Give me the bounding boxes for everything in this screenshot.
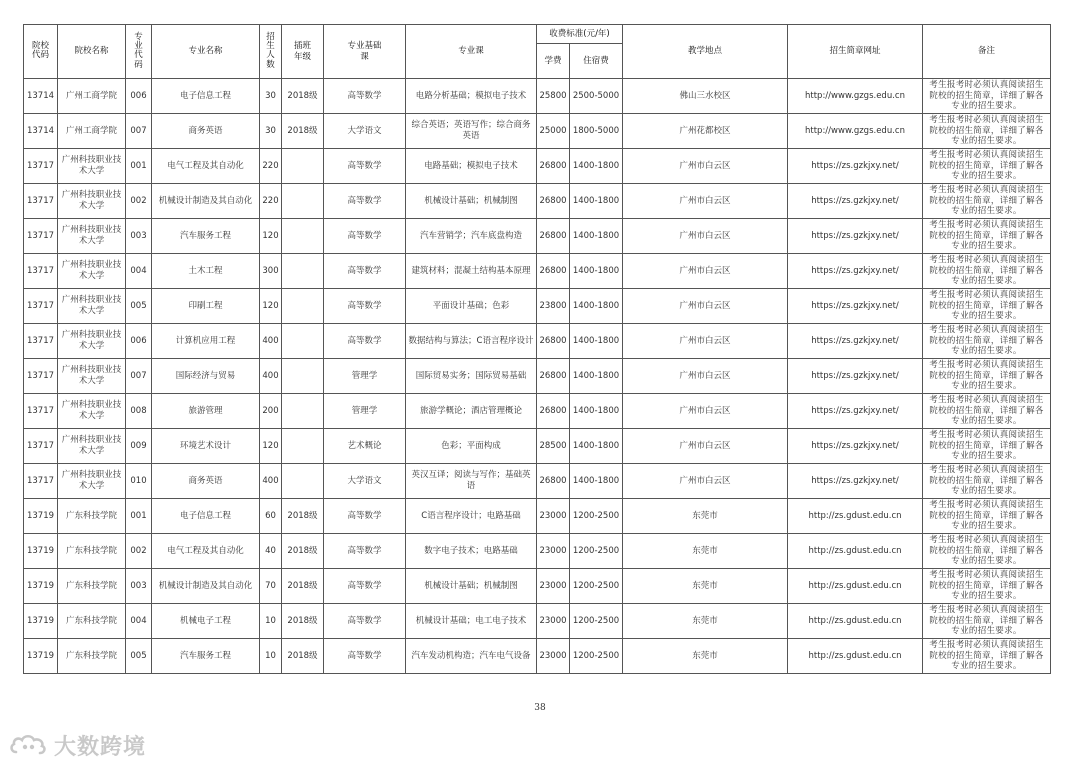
cell-mcode: 001 [126,149,152,184]
cell-mcode: 002 [126,184,152,219]
table-row [24,184,1051,219]
cell-major: 商务英语 [152,464,260,499]
cell-mcode: 007 [126,114,152,149]
cell-code: 13717 [24,254,58,289]
cell-tuition: 23000 [537,569,570,604]
cell-code: 13719 [24,499,58,534]
cell-name: 广州科技职业技术大学 [58,254,126,289]
cell-location: 东莞市 [623,499,788,534]
cell-major: 汽车服务工程 [152,219,260,254]
cell-basic: 高等数学 [324,79,406,114]
header-major-course: 专业课 [406,25,537,79]
cell-name: 广东科技学院 [58,604,126,639]
header-college-code: 院校代码 [24,25,58,79]
cell-count: 60 [260,499,282,534]
cell-count: 300 [260,254,282,289]
cell-course: 旅游学概论；酒店管理概论 [406,394,537,429]
cell-course: 汽车营销学；汽车底盘构造 [406,219,537,254]
cell-note: 考生报考时必须认真阅读招生院校的招生简章，详细了解各专业的招生要求。 [923,394,1051,429]
cell-code: 13717 [24,219,58,254]
cell-lodging: 1400-1800 [570,289,623,324]
cell-lodging: 1400-1800 [570,359,623,394]
cell-location: 广州市白云区 [623,219,788,254]
cell-lodging: 1200-2500 [570,604,623,639]
cell-lodging: 1800-5000 [570,114,623,149]
cell-name: 广东科技学院 [58,639,126,674]
cell-tuition: 25000 [537,114,570,149]
cell-course: 数据结构与算法；C语言程序设计 [406,324,537,359]
cell-url: https://zs.gzkjxy.net/ [788,184,923,219]
cell-code: 13719 [24,569,58,604]
cell-mcode: 004 [126,254,152,289]
cell-count: 30 [260,114,282,149]
cell-lodging: 1400-1800 [570,464,623,499]
cell-basic: 高等数学 [324,324,406,359]
cell-note: 考生报考时必须认真阅读招生院校的招生简章，详细了解各专业的招生要求。 [923,499,1051,534]
cell-location: 广州市白云区 [623,324,788,359]
cell-url: http://zs.gdust.edu.cn [788,569,923,604]
cell-url: https://zs.gzkjxy.net/ [788,149,923,184]
header-lodging: 住宿费 [570,44,623,79]
cell-grade [282,254,324,289]
cell-grade [282,184,324,219]
cell-name: 广州工商学院 [58,114,126,149]
cell-course: 色彩；平面构成 [406,429,537,464]
cell-location: 广州市白云区 [623,359,788,394]
cell-url: http://zs.gdust.edu.cn [788,534,923,569]
cell-note: 考生报考时必须认真阅读招生院校的招生简章，详细了解各专业的招生要求。 [923,569,1051,604]
cell-basic: 高等数学 [324,499,406,534]
cell-name: 广州科技职业技术大学 [58,464,126,499]
table-body [24,79,1051,674]
cell-major: 商务英语 [152,114,260,149]
cell-location: 广州市白云区 [623,394,788,429]
cell-major: 环境艺术设计 [152,429,260,464]
cell-course: 数字电子技术；电路基础 [406,534,537,569]
table-row [24,569,1051,604]
cell-tuition: 26800 [537,464,570,499]
cell-basic: 管理学 [324,359,406,394]
header-major-name: 专业名称 [152,25,260,79]
cell-major: 电气工程及其自动化 [152,149,260,184]
cell-url: https://zs.gzkjxy.net/ [788,324,923,359]
cell-mcode: 007 [126,359,152,394]
cell-grade [282,149,324,184]
cell-course: 英汉互译；阅读与写作；基础英语 [406,464,537,499]
cell-name: 广州科技职业技术大学 [58,149,126,184]
cell-tuition: 28500 [537,429,570,464]
table-row [24,499,1051,534]
cell-note: 考生报考时必须认真阅读招生院校的招生简章，详细了解各专业的招生要求。 [923,604,1051,639]
cell-grade [282,464,324,499]
table-row [24,604,1051,639]
header-major-code: 专业代码 [126,25,152,79]
cell-basic: 高等数学 [324,219,406,254]
cell-code: 13717 [24,149,58,184]
cell-location: 广州市白云区 [623,149,788,184]
cell-url: https://zs.gzkjxy.net/ [788,464,923,499]
cell-code: 13714 [24,79,58,114]
cell-note: 考生报考时必须认真阅读招生院校的招生简章，详细了解各专业的招生要求。 [923,149,1051,184]
header-website: 招生简章网址 [788,25,923,79]
cell-basic: 大学语文 [324,114,406,149]
cell-major: 电子信息工程 [152,499,260,534]
cell-grade [282,289,324,324]
cell-note: 考生报考时必须认真阅读招生院校的招生简章，详细了解各专业的招生要求。 [923,254,1051,289]
enrollment-table [23,24,1051,674]
cell-name: 广州科技职业技术大学 [58,219,126,254]
table-row [24,429,1051,464]
cell-basic: 管理学 [324,394,406,429]
cell-course: 机械设计基础；电工电子技术 [406,604,537,639]
cell-tuition: 26800 [537,324,570,359]
cell-code: 13714 [24,114,58,149]
cell-grade: 2018级 [282,114,324,149]
cell-url: http://zs.gdust.edu.cn [788,499,923,534]
table-row [24,254,1051,289]
cell-count: 200 [260,394,282,429]
cell-note: 考生报考时必须认真阅读招生院校的招生简章，详细了解各专业的招生要求。 [923,464,1051,499]
cell-course: 电路分析基础；模拟电子技术 [406,79,537,114]
cell-basic: 高等数学 [324,534,406,569]
cell-lodging: 1400-1800 [570,254,623,289]
cell-mcode: 008 [126,394,152,429]
watermark [8,731,146,759]
cell-count: 30 [260,79,282,114]
cell-code: 13717 [24,359,58,394]
header-basic-course: 专业基础课 [324,25,406,79]
cell-mcode: 003 [126,569,152,604]
cell-url: https://zs.gzkjxy.net/ [788,219,923,254]
cell-name: 广州科技职业技术大学 [58,359,126,394]
cell-note: 考生报考时必须认真阅读招生院校的招生简章，详细了解各专业的招生要求。 [923,639,1051,674]
cell-tuition: 26800 [537,394,570,429]
cell-name: 广州科技职业技术大学 [58,324,126,359]
cell-basic: 高等数学 [324,639,406,674]
cell-grade [282,429,324,464]
cell-name: 广州科技职业技术大学 [58,289,126,324]
cell-count: 120 [260,289,282,324]
table-row [24,149,1051,184]
cell-basic: 高等数学 [324,184,406,219]
cell-major: 计算机应用工程 [152,324,260,359]
cell-code: 13717 [24,289,58,324]
cell-lodging: 1400-1800 [570,184,623,219]
cell-count: 120 [260,219,282,254]
cell-mcode: 009 [126,429,152,464]
cell-code: 13717 [24,394,58,429]
cell-tuition: 23000 [537,534,570,569]
cell-course: 机械设计基础；机械制图 [406,184,537,219]
cell-note: 考生报考时必须认真阅读招生院校的招生简章，详细了解各专业的招生要求。 [923,289,1051,324]
page-number: 38 [534,703,546,713]
watermark-text: 大数跨境 [54,734,147,760]
cell-lodging: 1400-1800 [570,324,623,359]
cell-mcode: 001 [126,499,152,534]
cell-major: 机械设计制造及其自动化 [152,569,260,604]
cell-lodging: 1400-1800 [570,394,623,429]
cell-lodging: 1200-2500 [570,534,623,569]
cell-name: 广东科技学院 [58,534,126,569]
header-class-grade: 插班年级 [282,25,324,79]
cell-course: 汽车发动机构造；汽车电气设备 [406,639,537,674]
table-header [24,25,1051,79]
cell-tuition: 26800 [537,149,570,184]
cell-tuition: 23000 [537,604,570,639]
table-row [24,114,1051,149]
cell-major: 国际经济与贸易 [152,359,260,394]
cell-count: 120 [260,429,282,464]
table-row [24,639,1051,674]
cell-url: http://zs.gdust.edu.cn [788,639,923,674]
cell-mcode: 005 [126,289,152,324]
cell-major: 旅游管理 [152,394,260,429]
cell-major: 印刷工程 [152,289,260,324]
cell-lodging: 1400-1800 [570,429,623,464]
cell-location: 东莞市 [623,534,788,569]
cell-count: 220 [260,184,282,219]
cell-basic: 高等数学 [324,289,406,324]
cell-note: 考生报考时必须认真阅读招生院校的招生简章，详细了解各专业的招生要求。 [923,324,1051,359]
cell-tuition: 23800 [537,289,570,324]
cell-note: 考生报考时必须认真阅读招生院校的招生简章，详细了解各专业的招生要求。 [923,184,1051,219]
cell-lodging: 1400-1800 [570,219,623,254]
cell-location: 东莞市 [623,569,788,604]
table-row [24,324,1051,359]
cell-grade [282,324,324,359]
cell-basic: 高等数学 [324,254,406,289]
cell-note: 考生报考时必须认真阅读招生院校的招生简章，详细了解各专业的招生要求。 [923,79,1051,114]
cell-mcode: 003 [126,219,152,254]
cell-location: 广州市白云区 [623,184,788,219]
table-row [24,534,1051,569]
cell-tuition: 23000 [537,499,570,534]
cell-grade [282,219,324,254]
cell-course: 建筑材料；混凝土结构基本原理 [406,254,537,289]
cell-note: 考生报考时必须认真阅读招生院校的招生简章，详细了解各专业的招生要求。 [923,534,1051,569]
cell-course: 国际贸易实务；国际贸易基础 [406,359,537,394]
cell-count: 40 [260,534,282,569]
cell-tuition: 26800 [537,184,570,219]
cell-grade [282,394,324,429]
header-remarks: 备注 [923,25,1051,79]
cell-major: 机械电子工程 [152,604,260,639]
cell-name: 广州科技职业技术大学 [58,184,126,219]
header-fee-group: 收费标准(元/年) [537,25,623,44]
cell-url: https://zs.gzkjxy.net/ [788,359,923,394]
cell-mcode: 006 [126,79,152,114]
cell-major: 机械设计制造及其自动化 [152,184,260,219]
cell-major: 汽车服务工程 [152,639,260,674]
cell-mcode: 006 [126,324,152,359]
table-row [24,394,1051,429]
cell-mcode: 004 [126,604,152,639]
cell-code: 13717 [24,324,58,359]
cell-mcode: 002 [126,534,152,569]
cell-lodging: 1400-1800 [570,149,623,184]
cell-note: 考生报考时必须认真阅读招生院校的招生简章，详细了解各专业的招生要求。 [923,429,1051,464]
cell-code: 13717 [24,429,58,464]
cell-grade: 2018级 [282,569,324,604]
cell-grade: 2018级 [282,79,324,114]
cell-location: 广州市白云区 [623,254,788,289]
cell-location: 东莞市 [623,604,788,639]
cell-url: http://zs.gdust.edu.cn [788,604,923,639]
cell-tuition: 25800 [537,79,570,114]
cell-location: 广州市白云区 [623,464,788,499]
cell-basic: 艺术概论 [324,429,406,464]
cell-location: 广州市白云区 [623,429,788,464]
cell-url: https://zs.gzkjxy.net/ [788,289,923,324]
table-row [24,289,1051,324]
cell-code: 13717 [24,464,58,499]
cell-lodging: 1200-2500 [570,569,623,604]
cell-note: 考生报考时必须认真阅读招生院校的招生简章，详细了解各专业的招生要求。 [923,114,1051,149]
cell-major: 电气工程及其自动化 [152,534,260,569]
cell-url: https://zs.gzkjxy.net/ [788,394,923,429]
cell-course: C语言程序设计；电路基础 [406,499,537,534]
cell-grade: 2018级 [282,499,324,534]
cell-grade: 2018级 [282,534,324,569]
cell-code: 13717 [24,184,58,219]
cell-name: 广州工商学院 [58,79,126,114]
cell-count: 400 [260,464,282,499]
header-location: 教学地点 [623,25,788,79]
table-row [24,219,1051,254]
cell-name: 广州科技职业技术大学 [58,429,126,464]
cell-count: 400 [260,359,282,394]
cell-name: 广州科技职业技术大学 [58,394,126,429]
cell-course: 机械设计基础；机械制图 [406,569,537,604]
cell-url: https://zs.gzkjxy.net/ [788,429,923,464]
cell-lodging: 1200-2500 [570,639,623,674]
cell-course: 电路基础；模拟电子技术 [406,149,537,184]
cell-count: 10 [260,604,282,639]
cell-tuition: 26800 [537,219,570,254]
cell-location: 广州市白云区 [623,289,788,324]
cell-name: 广东科技学院 [58,569,126,604]
cell-major: 土木工程 [152,254,260,289]
cell-note: 考生报考时必须认真阅读招生院校的招生简章，详细了解各专业的招生要求。 [923,359,1051,394]
cell-code: 13719 [24,534,58,569]
cell-course: 平面设计基础；色彩 [406,289,537,324]
cell-location: 广州花都校区 [623,114,788,149]
cell-url: http://www.gzgs.edu.cn [788,79,923,114]
cell-tuition: 26800 [537,254,570,289]
table-row [24,464,1051,499]
cell-course: 综合英语；英语写作；综合商务英语 [406,114,537,149]
header-tuition: 学费 [537,44,570,79]
cell-grade: 2018级 [282,639,324,674]
cell-count: 70 [260,569,282,604]
cell-tuition: 26800 [537,359,570,394]
cell-basic: 高等数学 [324,149,406,184]
cell-grade: 2018级 [282,604,324,639]
cloud-logo-icon [8,732,52,758]
cell-location: 佛山三水校区 [623,79,788,114]
cell-mcode: 005 [126,639,152,674]
table-row [24,359,1051,394]
cell-major: 电子信息工程 [152,79,260,114]
cell-note: 考生报考时必须认真阅读招生院校的招生简章，详细了解各专业的招生要求。 [923,219,1051,254]
cell-url: http://www.gzgs.edu.cn [788,114,923,149]
cell-basic: 高等数学 [324,569,406,604]
cell-basic: 大学语文 [324,464,406,499]
cell-lodging: 2500-5000 [570,79,623,114]
cell-count: 400 [260,324,282,359]
header-enroll-count: 招生人数 [260,25,282,79]
cell-basic: 高等数学 [324,604,406,639]
cell-count: 10 [260,639,282,674]
cell-code: 13719 [24,604,58,639]
header-college-name: 院校名称 [58,25,126,79]
cell-mcode: 010 [126,464,152,499]
cell-code: 13719 [24,639,58,674]
cell-location: 东莞市 [623,639,788,674]
cell-name: 广东科技学院 [58,499,126,534]
cell-count: 220 [260,149,282,184]
cell-grade [282,359,324,394]
cell-url: https://zs.gzkjxy.net/ [788,254,923,289]
cell-tuition: 23000 [537,639,570,674]
cell-lodging: 1200-2500 [570,499,623,534]
table-row [24,79,1051,114]
